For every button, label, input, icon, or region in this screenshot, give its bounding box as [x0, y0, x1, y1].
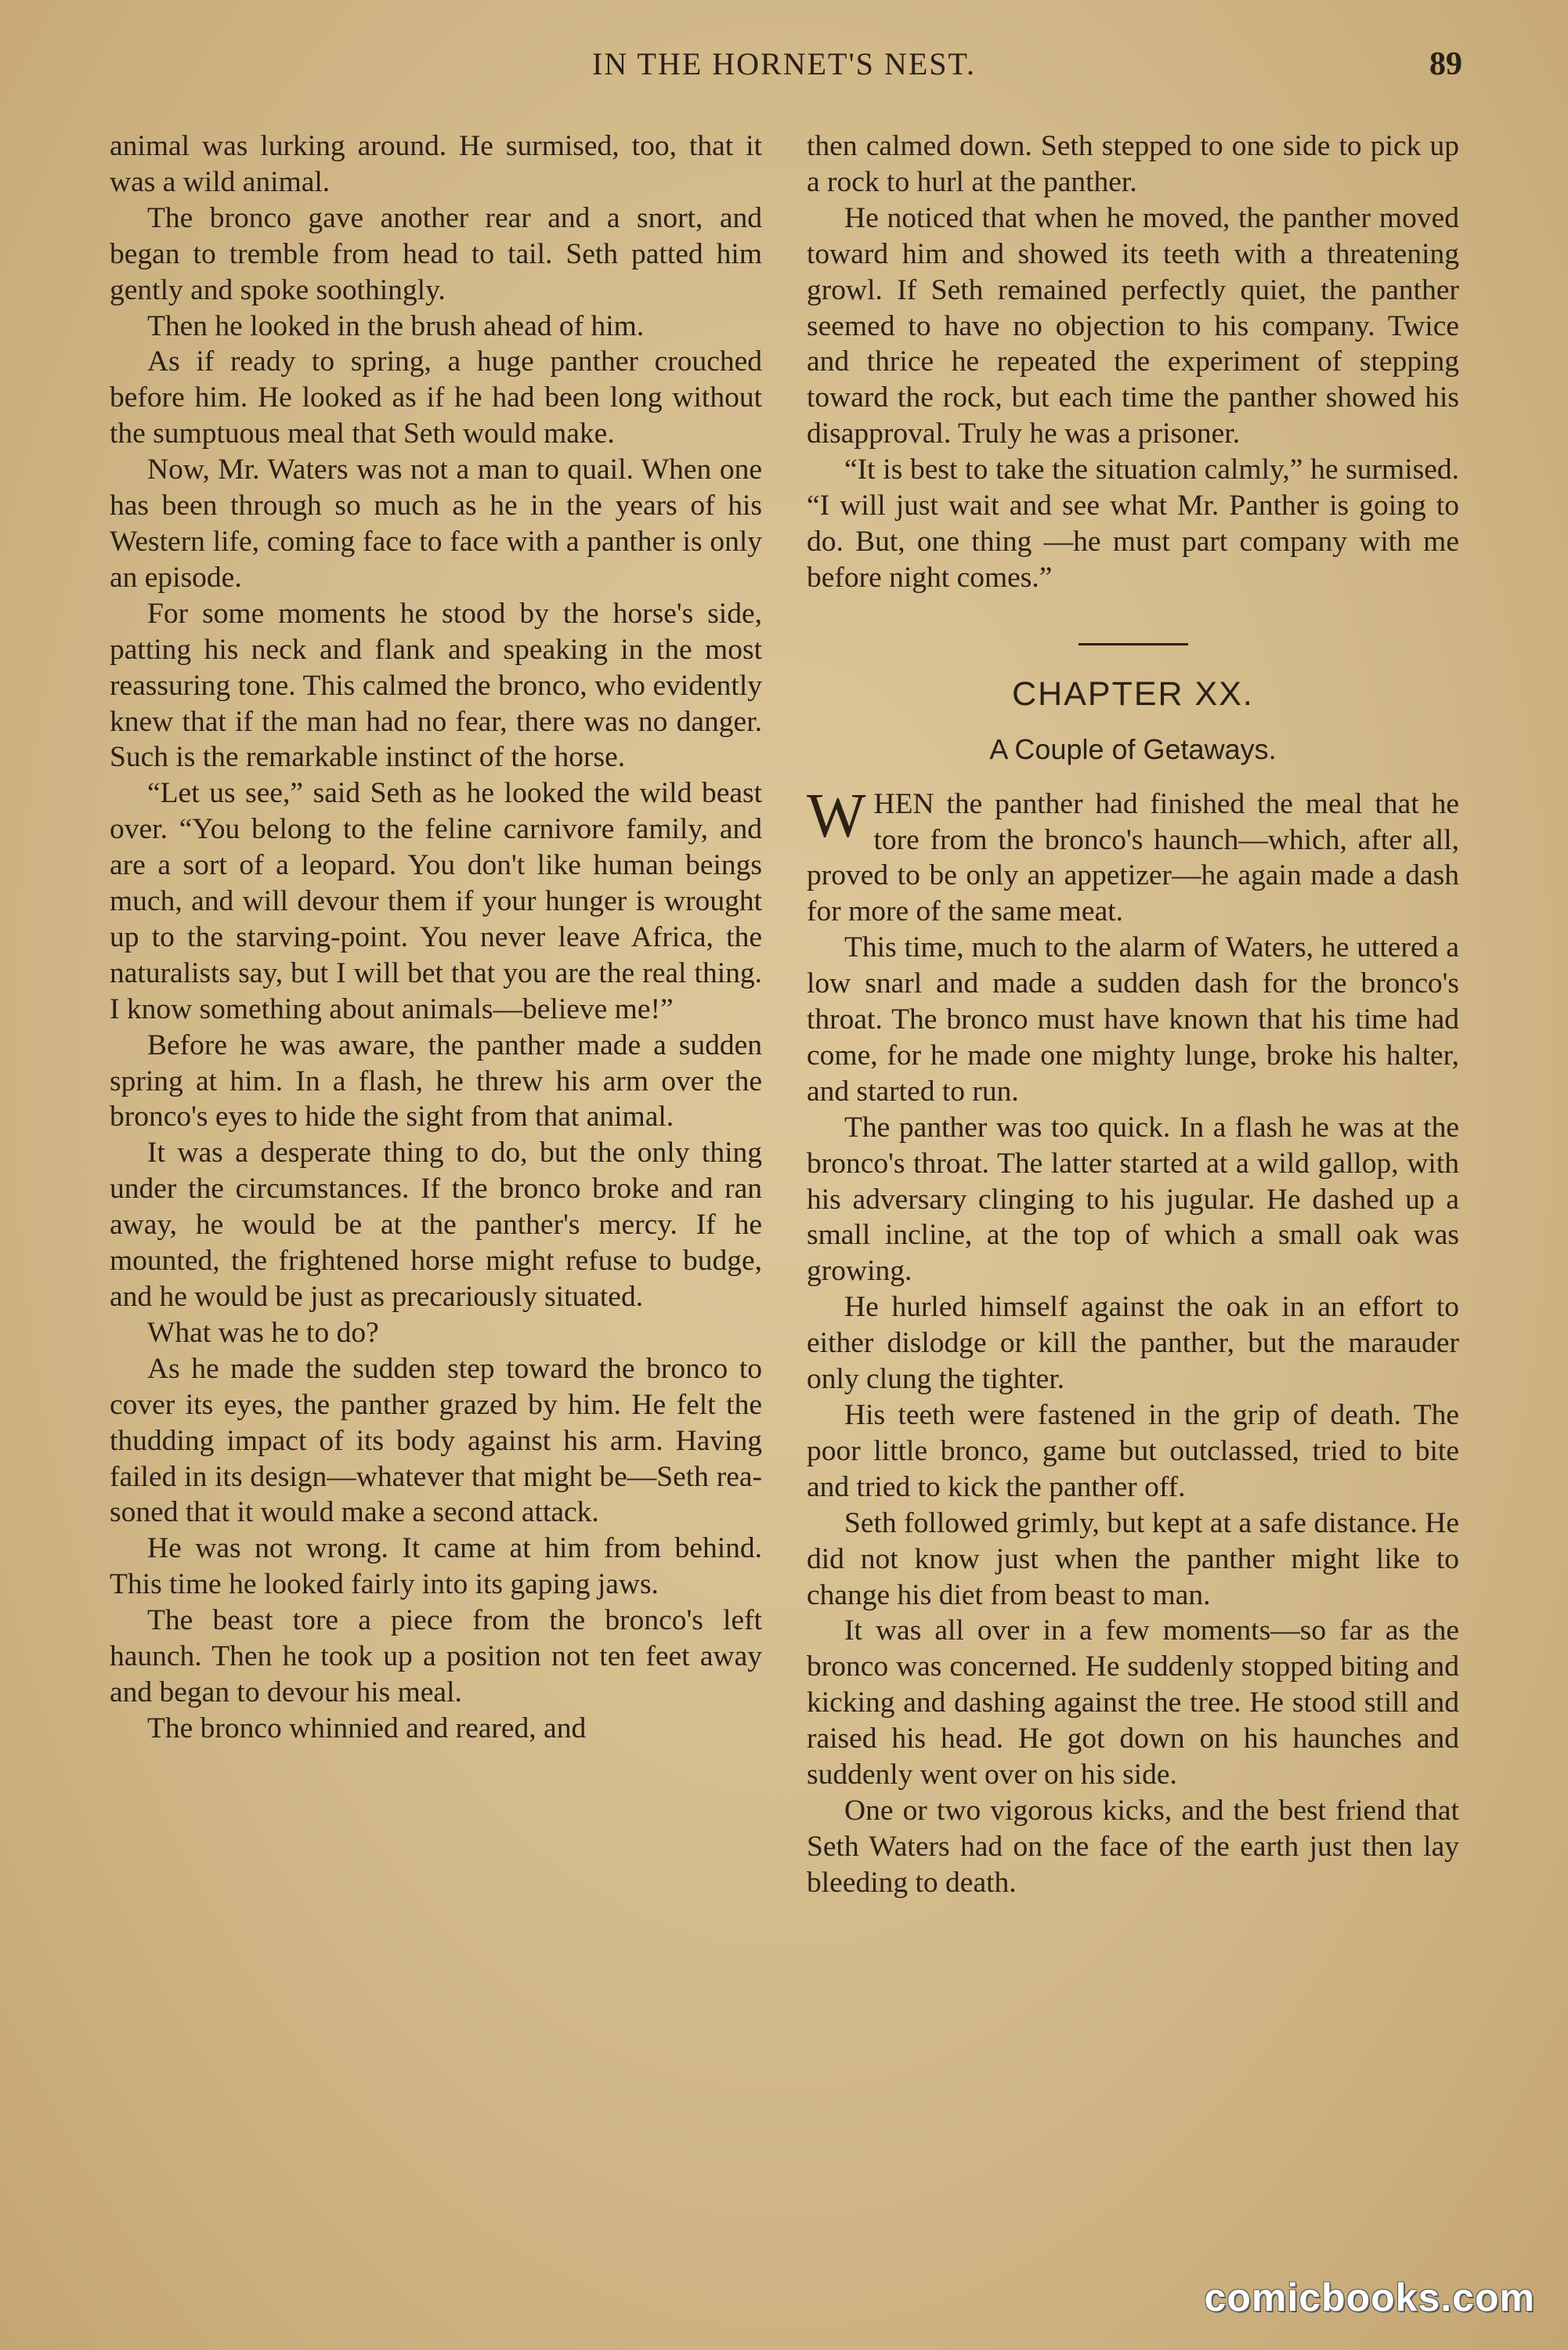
paragraph: He noticed that when he moved, the panther moved toward him and showed its teeth with a threatening growl. If Seth remained perfectly quiet, the panther seemed to have no objection to his company. Twice and thrice he repeated the experiment of stepping toward the rock, but each time the panther showed his disapproval. Truly he was a prisoner. [807, 201, 1459, 450]
left-column [110, 128, 762, 1747]
paragraph: The panther was too quick. In a flash he was at the bronco's throat. The latter started at a wild gallop, with his adversary clinging to his jugular. He dashed up a small incline, at the top of which a small oak was growing. [807, 1111, 1459, 1288]
paragraph: The bronco whinnied and reared, and [147, 1712, 587, 1744]
paragraph: “It is best to take the situation calmly,” he surmised. “I will just wait and see what Mr. Panther is going to do. But, one thing —he must part company with me before night comes.” [807, 454, 1459, 594]
paragraph: As if ready to spring, a huge panther crouched before him. He looked as if he had been long without the sumptuous meal that Seth would make. [110, 345, 762, 450]
paragraph: What was he to do? [147, 1316, 379, 1349]
paragraph: His teeth were fastened in the grip of death. The poor little bronco, game but outclassed, tried to bite and tried to kick the panther off. [807, 1399, 1459, 1503]
paragraph: It was a desperate thing to do, but the only thing under the circumstances. If the bronco broke and ran away, he would be at the panther's mercy. If he mounted, the frightened horse might refuse to budge, and he would be just as precariously situated. [110, 1137, 762, 1313]
paragraph: One or two vigorous kicks, and the best friend that Seth Waters had on the face of the earth just then lay bleeding to death. [807, 1794, 1459, 1899]
paragraph: He hurled himself against the oak in an effort to either dislodge or kill the panther, but the marauder only clung the tighter. [807, 1291, 1459, 1396]
chapter-opening-text: HEN the panther had finished the meal that he tore from the bronco's haunch—which, after all, proved to be only an appetizer—he again made a dash for more of the same meat. [807, 787, 1459, 928]
running-head [0, 45, 1568, 92]
paragraph: “Let us see,” said Seth as he looked the wild beast over. “You belong to the feline carnivore family, and are a sort of a leopard. You don't like human beings much, and will devour them if your hunger is wrought up to the starving-point. You never leave Africa, the naturalists say, but I will bet that you are the real thing. I know something about animals—believe me!” [110, 777, 762, 1025]
paragraph: Before he was aware, the panther made a sudden spring at him. In a flash, he threw his arm over the bronco's eyes to hide the sight from that animal. [110, 1029, 762, 1133]
paragraph: As he made the sudden step toward the bronco to cover its eyes, the panther grazed by him. He felt the thudding impact of its body against his arm. Having failed in its design—whatever that might be—Seth reasoned that it would make a second attack. [110, 1352, 762, 1529]
chapter-divider [1078, 643, 1188, 645]
paragraph: animal was lurking around. He surmised, too, that it was a wild animal. [110, 130, 762, 198]
paragraph: This time, much to the alarm of Waters, he uttered a low snarl and made a sudden dash for the bronco's throat. The bronco must have known that his time had come, for he made one mighty lunge, broke his halter, and started to run. [807, 931, 1459, 1108]
drop-cap: W [807, 781, 866, 851]
paragraph: The beast tore a piece from the bronco's left haunch. Then he took up a position not ten feet away and began to devour his meal. [110, 1604, 762, 1708]
paragraph: It was all over in a few moments—so far as the bronco was concerned. He suddenly stopped biting and kicking and dashing against the tree. He stood still and raised his head. He got down on his haunches and suddenly went over on his side. [807, 1614, 1459, 1791]
paragraph: then calmed down. Seth stepped to one side to pick up a rock to hurl at the panther. [807, 130, 1459, 198]
chapter-subtitle: A Couple of Getaways. [989, 732, 1277, 765]
chapter-heading: CHAPTER XX. [1012, 674, 1254, 713]
page-number: 89 [1429, 46, 1462, 82]
right-column [807, 128, 1459, 1901]
chapter-opening-paragraph [807, 781, 1459, 931]
paragraph: He was not wrong. It came at him from behind. This time he looked fairly into its gaping jaws. [110, 1532, 762, 1601]
paragraph: Now, Mr. Waters was not a man to quail. When one has been through so much as he in the years of his Western life, coming face to face with a panther is only an episode. [110, 454, 762, 594]
watermark: comicbooks.com [1204, 2276, 1535, 2319]
paragraph: Seth followed grimly, but kept at a safe distance. He did not know just when the panther might like to change his diet from beast to man. [807, 1506, 1459, 1611]
running-title: IN THE HORNET'S NEST. [592, 46, 976, 81]
paragraph: The bronco gave another rear and a snort, and began to tremble from head to tail. Seth patted him gently and spoke soothingly. [110, 201, 762, 306]
paragraph: Then he looked in the brush ahead of him. [147, 309, 645, 342]
paragraph: For some moments he stood by the horse's side, patting his neck and flank and speaking in the most reassuring tone. This calmed the bronco, who evidently knew that if the man had no fear, there was no danger. Such is the remarkable instinct of the horse. [110, 597, 762, 774]
